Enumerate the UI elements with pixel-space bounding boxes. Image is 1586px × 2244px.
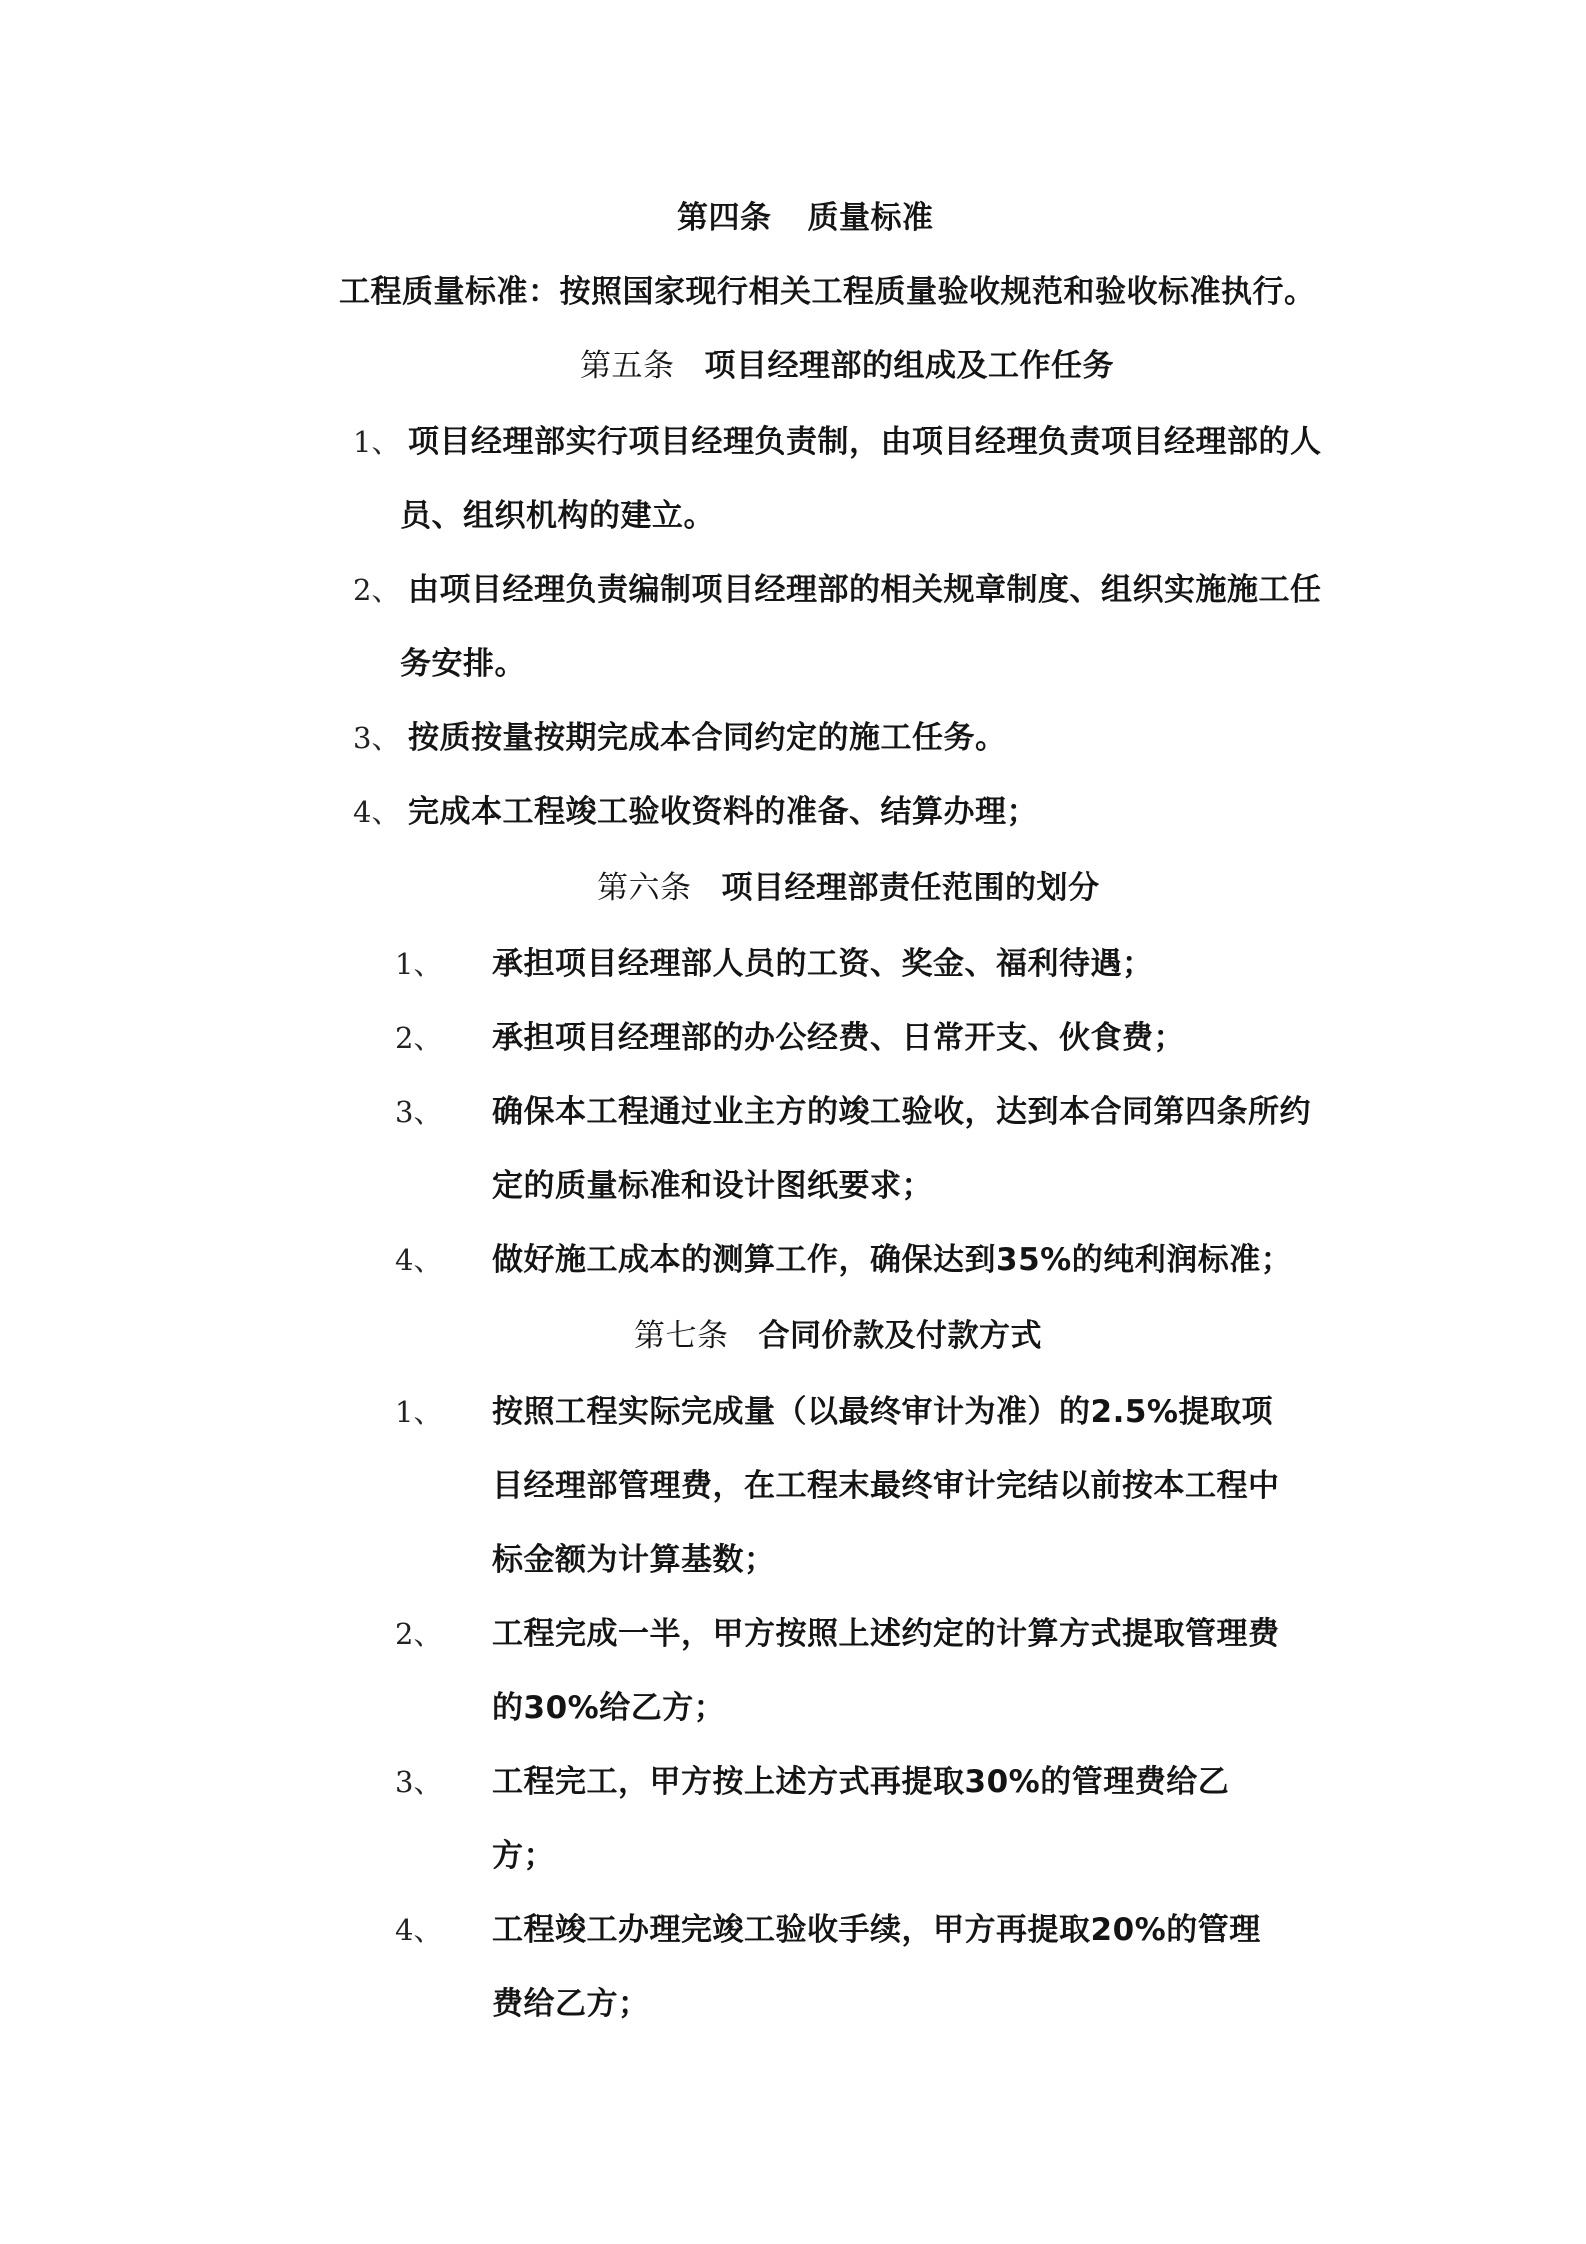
- article5-title: 项目经理部的组成及工作任务: [704, 348, 1114, 384]
- article5-heading: [580, 346, 1114, 386]
- article7-item3-line1: 工程完工，甲方按上述方式再提取30%的管理费给乙: [492, 1764, 1230, 1800]
- article7-item3-line2: 方；: [492, 1838, 555, 1874]
- article6-item4-line1: 做好施工成本的测算工作，确保达到35%的纯利润标准；: [492, 1242, 1293, 1278]
- article4-title: 质量标准: [807, 200, 934, 236]
- article7-item4-line2: 费给乙方；: [492, 1986, 650, 2022]
- article6-item4-number: 4、: [395, 1243, 443, 1277]
- article7-item1-number: 1、: [395, 1395, 443, 1429]
- article5-item3-number: 3、: [353, 721, 401, 755]
- article6-item1-number: 1、: [395, 947, 443, 981]
- article6-item1-line1: 承担项目经理部人员的工资、奖金、福利待遇；: [492, 946, 1154, 982]
- article7-item3-number: 3、: [395, 1765, 443, 1799]
- article7-title: 合同价款及付款方式: [758, 1318, 1042, 1354]
- article7-item2-line2: 的30%给乙方；: [492, 1690, 726, 1726]
- article4-label: 第四条: [677, 200, 772, 236]
- article5-item1-number: 1、: [353, 425, 401, 459]
- article6-item2-number: 2、: [395, 1021, 443, 1055]
- article7-item4-number: 4、: [395, 1913, 443, 1947]
- article5-item4-line1: 完成本工程竣工验收资料的准备、结算办理；: [408, 794, 1038, 830]
- article5-item1-line2: 员、组织机构的建立。: [400, 498, 715, 534]
- article6-item2-line1: 承担项目经理部的办公经费、日常开支、伙食费；: [492, 1020, 1185, 1056]
- article6-heading: [597, 868, 1100, 908]
- article7-item4-line1: 工程竣工办理完竣工验收手续，甲方再提取20%的管理: [492, 1912, 1261, 1948]
- article5-item1-line1: 项目经理部实行项目经理负责制，由项目经理负责项目经理部的人: [408, 424, 1322, 460]
- article5-item4-number: 4、: [353, 795, 401, 829]
- article7-heading: [634, 1316, 1042, 1356]
- article7-label: 第七条: [634, 1318, 729, 1354]
- article7-item1-line1: 按照工程实际完成量（以最终审计为准）的2.5%提取项: [492, 1394, 1273, 1430]
- article6-item3-number: 3、: [395, 1095, 443, 1129]
- article5-item3-line1: 按质按量按期完成本合同约定的施工任务。: [408, 720, 1007, 756]
- article6-item3-line1: 确保本工程通过业主方的竣工验收，达到本合同第四条所约: [492, 1094, 1311, 1130]
- article7-item2-line1: 工程完成一半，甲方按照上述约定的计算方式提取管理费: [492, 1616, 1280, 1652]
- article6-label: 第六条: [597, 870, 692, 906]
- article4-heading: [677, 198, 934, 238]
- article5-item2-line1: 由项目经理负责编制项目经理部的相关规章制度、组织实施施工任: [408, 572, 1322, 608]
- article7-item2-number: 2、: [395, 1617, 443, 1651]
- article7-item1-line3: 标金额为计算基数；: [492, 1542, 776, 1578]
- article5-item2-line2: 务安排。: [400, 646, 526, 682]
- article5-label: 第五条: [580, 348, 675, 384]
- article4-body: 工程质量标准：按照国家现行相关工程质量验收规范和验收标准执行。: [339, 274, 1316, 310]
- article6-title: 项目经理部责任范围的划分: [721, 870, 1100, 906]
- article5-item2-number: 2、: [353, 573, 401, 607]
- article6-item3-line2: 定的质量标准和设计图纸要求；: [492, 1168, 933, 1204]
- article7-item1-line2: 目经理部管理费，在工程末最终审计完结以前按本工程中: [492, 1468, 1280, 1504]
